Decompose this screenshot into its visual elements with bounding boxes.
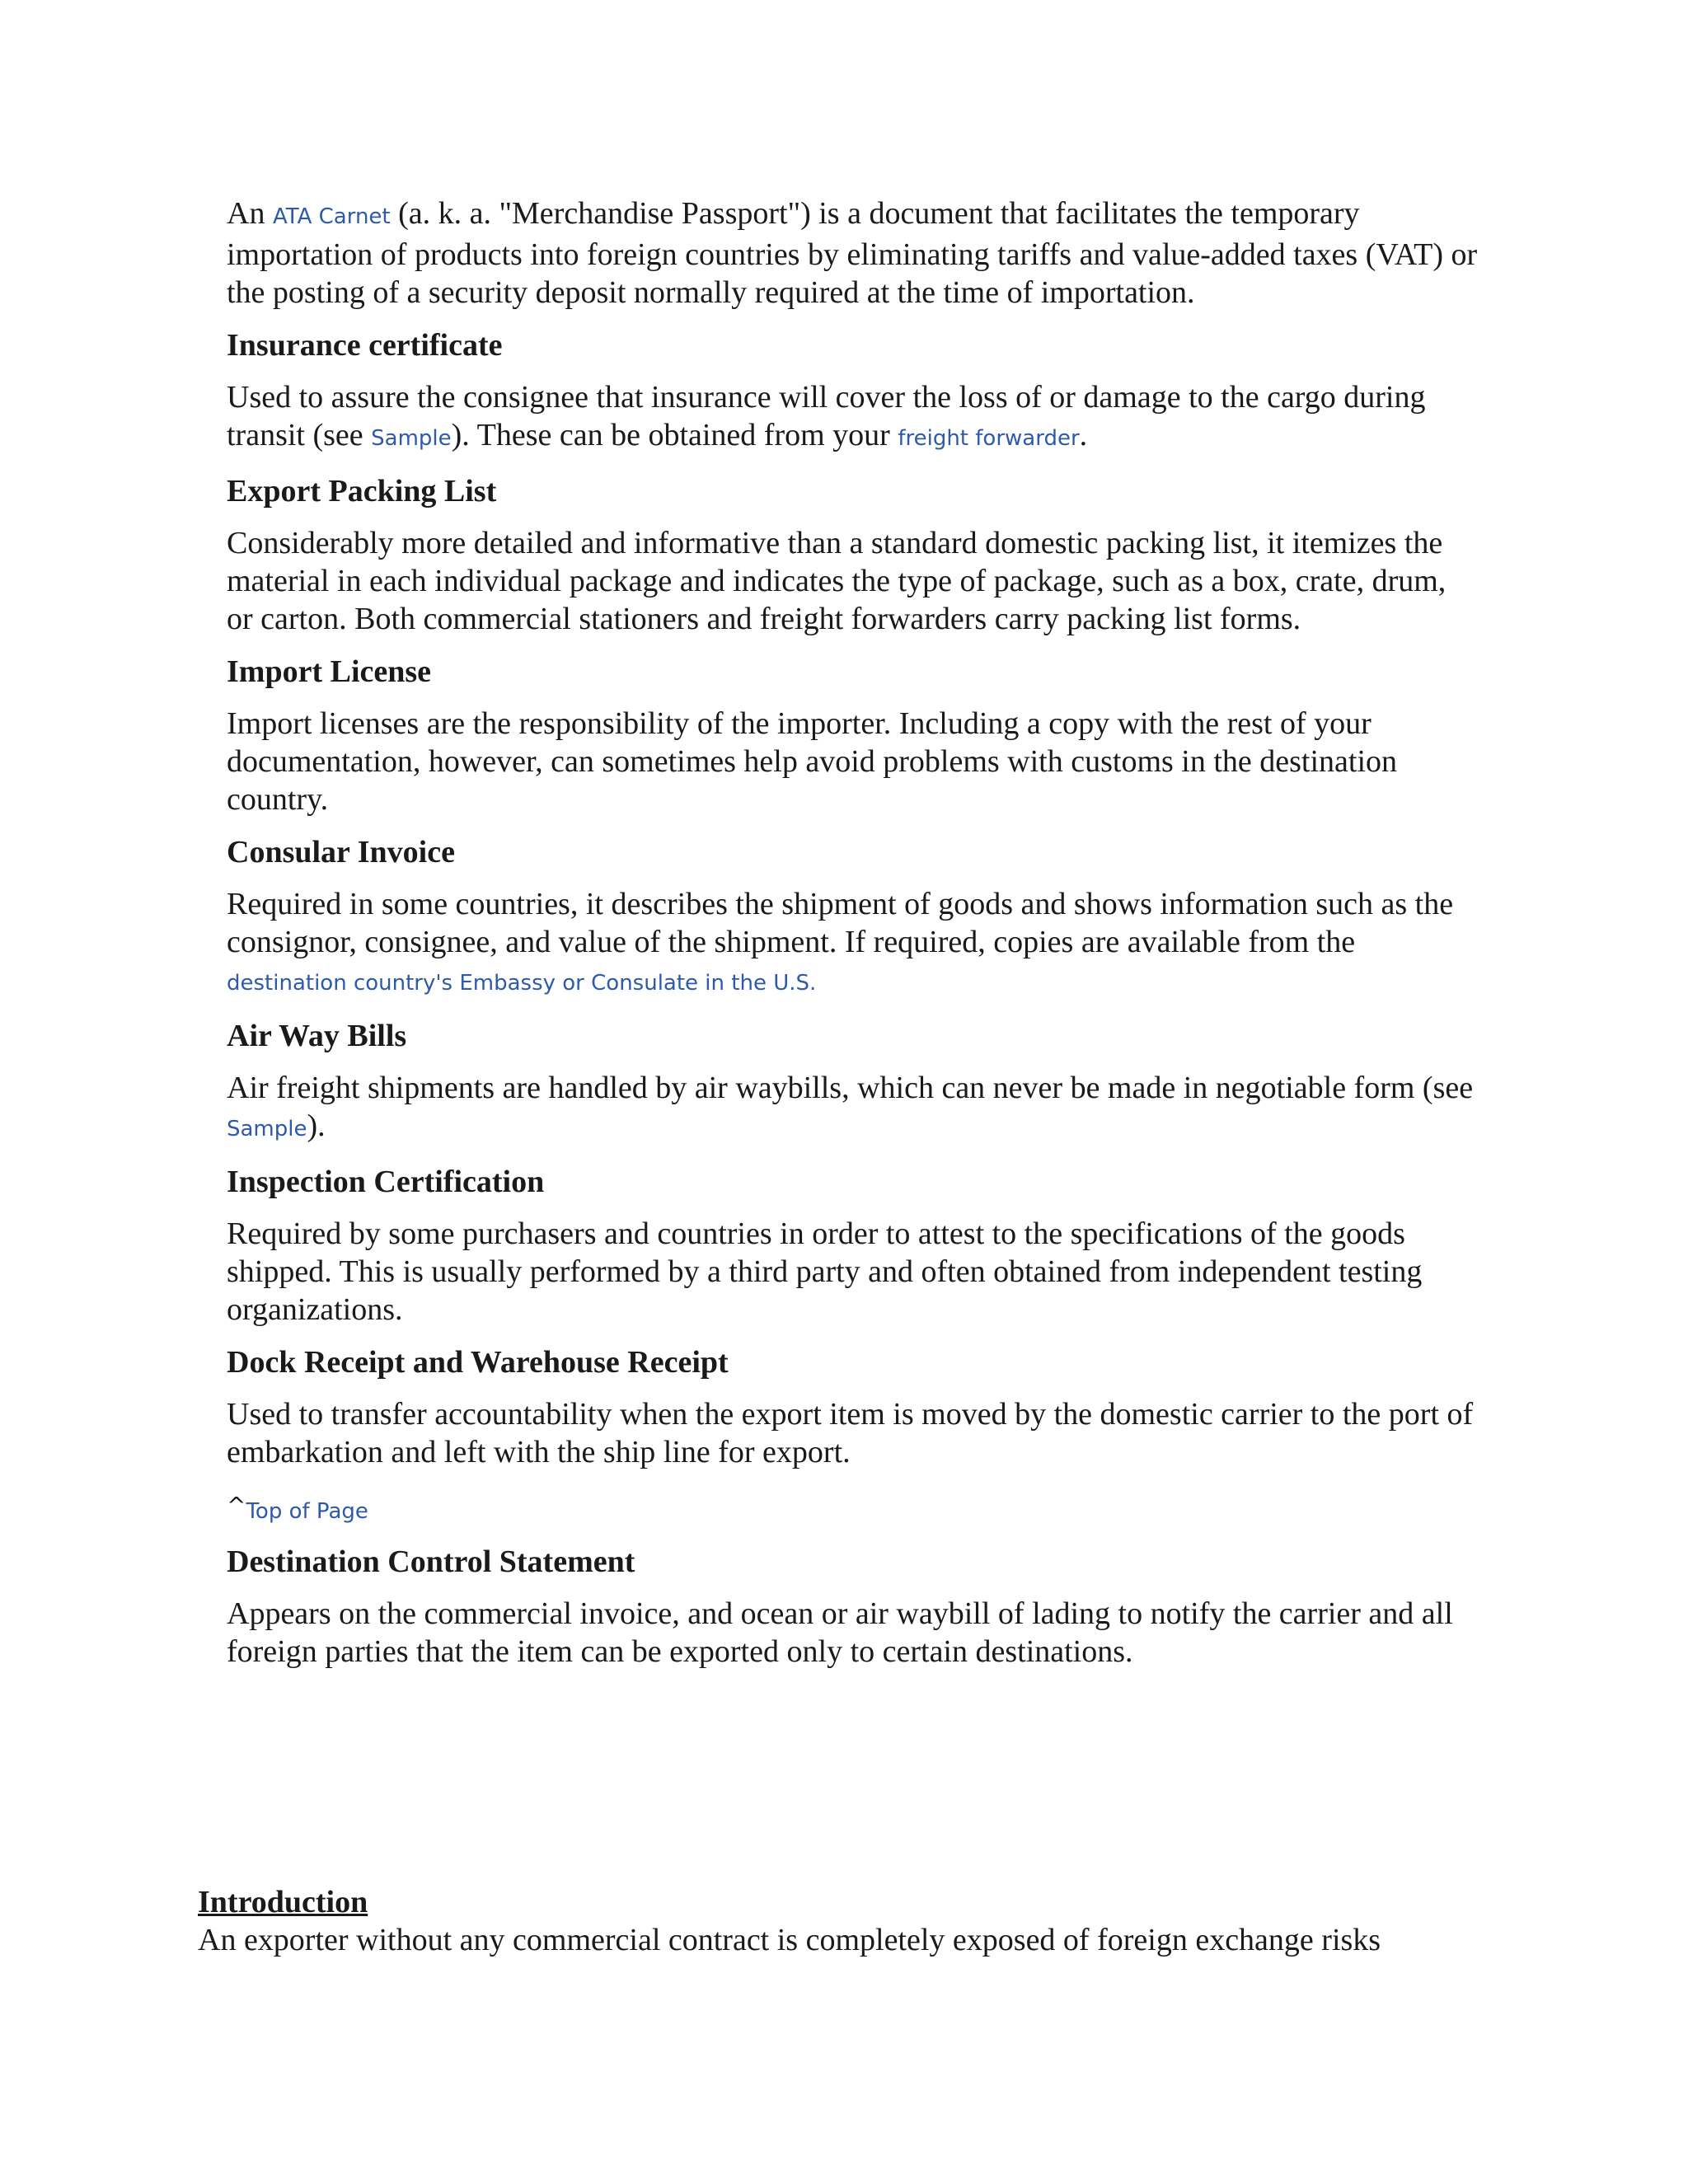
- import-license-heading: Import License: [227, 654, 432, 689]
- dock-receipt-heading: Dock Receipt and Warehouse Receipt: [227, 1345, 729, 1380]
- top-of-page-row: [227, 1489, 1479, 1528]
- insurance-certificate-paragraph: Used to assure the consignee that insurance will cover the loss of or damage to the cargo during transit (see Sample). These can be obtained from your freight forwarder.: [227, 380, 1426, 452]
- freight-forwarder-link[interactable]: freight forwarder: [898, 426, 1080, 451]
- dock-receipt-paragraph: Used to transfer accountability when the export item is moved by the domestic carrier to the port of embarkation and left with the ship line for export.: [227, 1397, 1474, 1469]
- introduction-title: Introduction: [198, 1885, 368, 1919]
- insurance-certificate-heading: Insurance certificate: [227, 328, 503, 363]
- air-waybill-sample-link[interactable]: Sample: [227, 1117, 307, 1141]
- document-content: [227, 194, 1479, 1671]
- destination-control-heading: Destination Control Statement: [227, 1544, 635, 1579]
- air-way-bills-paragraph: Air freight shipments are handled by air waybills, which can never be made in negotiable form (see Sample).: [227, 1071, 1474, 1143]
- air-way-bills-heading: Air Way Bills: [227, 1019, 407, 1053]
- export-packing-list-paragraph: Considerably more detailed and informative than a standard domestic packing list, it itemizes the material in each individual package and indicates the type of package, such as a box, crate, drum, or carton. Both commercial stationers and freight forwarders carry packing list forms.: [227, 526, 1447, 636]
- introduction-paragraph: An exporter without any commercial contract is completely exposed of foreign exchange risks: [198, 1923, 1381, 1957]
- import-license-paragraph: Import licenses are the responsibility of the importer. Including a copy with the rest of your documentation, however, can sometimes help avoid problems with customs in the destination country.: [227, 706, 1398, 817]
- inspection-certification-paragraph: Required by some purchasers and countries in order to attest to the specifications of the goods shipped. This is usually performed by a third party and often obtained from independent testing organizations.: [227, 1216, 1423, 1327]
- insurance-sample-link[interactable]: Sample: [371, 426, 452, 451]
- destination-control-paragraph: Appears on the commercial invoice, and ocean or air waybill of lading to notify the carrier and all foreign parties that the item can be exported only to certain destinations.: [227, 1596, 1453, 1669]
- introduction-section: [198, 1883, 1517, 1959]
- ata-carnet-paragraph: An ATA Carnet (a. k. a. "Merchandise Passport") is a document that facilitates the temporary importation of products into foreign countries by eliminating tariffs and value-added taxes (VAT) or the posting of a security deposit normally required at the time of importation.: [227, 196, 1478, 310]
- embassy-consulate-link[interactable]: destination country's Embassy or Consulate in the U.S.: [227, 971, 817, 996]
- ata-carnet-link[interactable]: ATA Carnet: [272, 204, 391, 229]
- export-packing-list-heading: Export Packing List: [227, 474, 497, 509]
- consular-invoice-paragraph: Required in some countries, it describes the shipment of goods and shows information such as the consignor, consignee, and value of the shipment. If required, copies are available from the destination country's Embassy or Consulate in the U.S.: [227, 887, 1454, 996]
- top-of-page-link[interactable]: Top of Page: [246, 1499, 368, 1524]
- consular-invoice-heading: Consular Invoice: [227, 835, 455, 869]
- caret-up-icon: ^: [227, 1492, 246, 1519]
- inspection-certification-heading: Inspection Certification: [227, 1165, 545, 1199]
